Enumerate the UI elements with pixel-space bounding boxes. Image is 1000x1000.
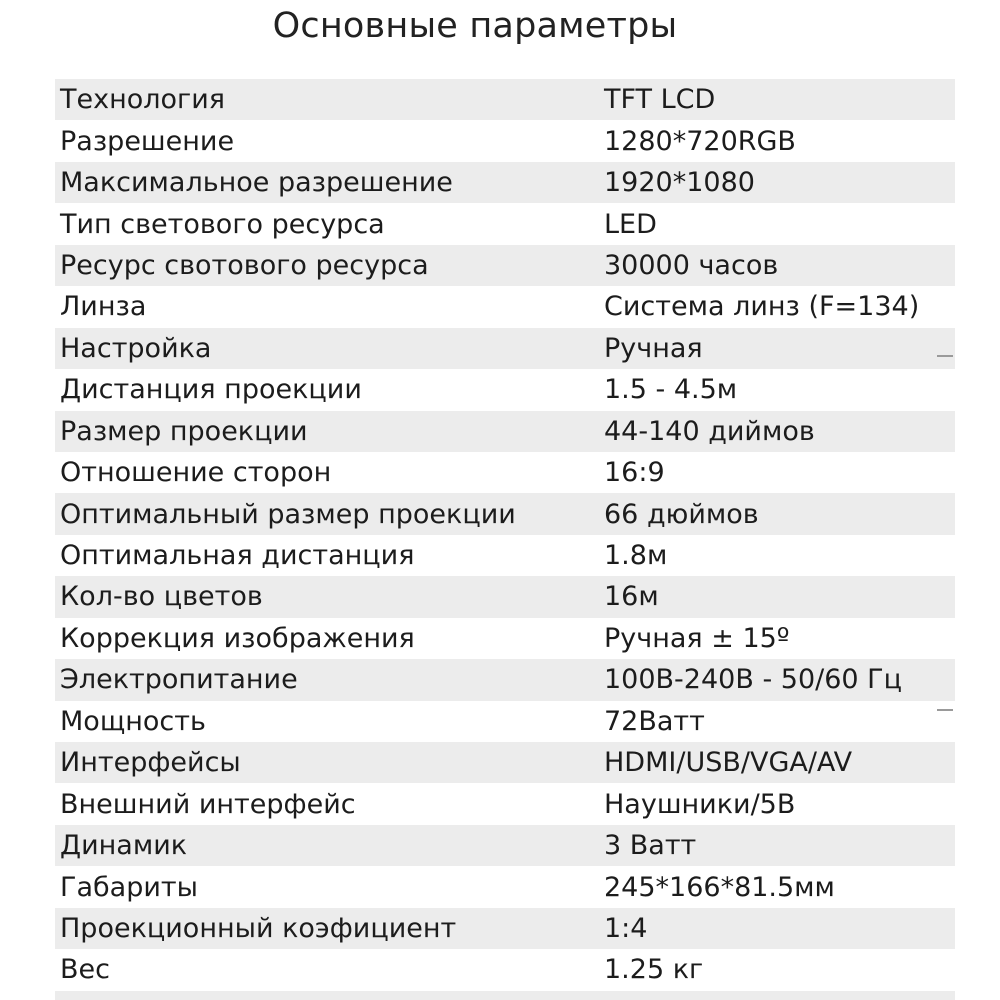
edge-mark (937, 355, 953, 357)
spec-value: Наушники/5В (604, 788, 796, 820)
spec-value: 1.25 кг (604, 954, 704, 986)
spec-value: 72Ватт (604, 705, 705, 737)
spec-label: Отношение сторон (60, 457, 332, 489)
bottom-row-strip (55, 991, 955, 1000)
table-row (55, 535, 955, 576)
spec-value: 66 дюймов (604, 498, 759, 530)
spec-label: Оптимальный размер проекции (60, 498, 516, 530)
spec-value: 1:4 (604, 912, 648, 944)
spec-label: Оптимальная дистанция (60, 540, 415, 572)
spec-value: 1920*1080 (604, 167, 755, 199)
spec-label: Линза (60, 291, 147, 323)
table-row (55, 369, 955, 410)
table-row (55, 866, 955, 907)
spec-label: Мощность (60, 705, 206, 737)
table-row (55, 452, 955, 493)
spec-value: Ручная ± 15º (604, 622, 790, 654)
table-row (55, 286, 955, 327)
spec-label: Коррекция изображения (60, 622, 415, 654)
spec-value: 245*166*81.5мм (604, 871, 835, 903)
spec-label: Тип светового ресурса (60, 208, 385, 240)
table-row (55, 245, 955, 286)
spec-label: Максимальное разрешение (60, 167, 453, 199)
table-row (55, 162, 955, 203)
table-row (55, 79, 955, 120)
spec-label: Вес (60, 954, 110, 986)
spec-value: 100В-240В - 50/60 Гц (604, 664, 903, 696)
spec-label: Размер проекции (60, 415, 308, 447)
table-row (55, 203, 955, 244)
table-row (55, 618, 955, 659)
spec-label: Электропитание (60, 664, 298, 696)
spec-value: 16м (604, 581, 659, 613)
spec-value: 1.8м (604, 540, 668, 572)
table-row (55, 825, 955, 866)
spec-label: Внешний интерфейс (60, 788, 356, 820)
table-row (55, 949, 955, 990)
spec-table (55, 79, 955, 991)
spec-value: LED (604, 208, 657, 240)
spec-label: Проекционный коэфициент (60, 912, 457, 944)
table-row (55, 783, 955, 824)
table-row (55, 742, 955, 783)
spec-label: Кол-во цветов (60, 581, 263, 613)
table-row (55, 701, 955, 742)
spec-value: 44-140 диймов (604, 415, 815, 447)
table-row (55, 493, 955, 534)
table-row (55, 328, 955, 369)
spec-label: Динамик (60, 830, 188, 862)
spec-value: 3 Ватт (604, 830, 697, 862)
spec-label: Интерфейсы (60, 747, 241, 779)
table-row (55, 576, 955, 617)
spec-value: 1280*720RGB (604, 125, 796, 157)
edge-mark (937, 709, 953, 711)
spec-label: Дистанция проекции (60, 374, 362, 406)
spec-value: 30000 часов (604, 249, 779, 281)
table-row (55, 659, 955, 700)
table-row (55, 908, 955, 949)
table-row (55, 120, 955, 161)
spec-label: Габариты (60, 871, 198, 903)
spec-value: HDMI/USB/VGA/AV (604, 747, 853, 779)
spec-value: 1.5 - 4.5м (604, 374, 738, 406)
spec-label: Разрешение (60, 125, 235, 157)
spec-label: Ресурс свотового ресурса (60, 249, 429, 281)
spec-label: Настройка (60, 332, 212, 364)
spec-value: Ручная (604, 332, 703, 364)
spec-value: Система линз (F=134) (604, 291, 920, 323)
spec-value: 16:9 (604, 457, 665, 489)
table-row (55, 411, 955, 452)
page-title: Основные параметры (272, 6, 678, 46)
spec-label: Технология (60, 84, 226, 116)
spec-value: TFT LCD (604, 84, 716, 116)
